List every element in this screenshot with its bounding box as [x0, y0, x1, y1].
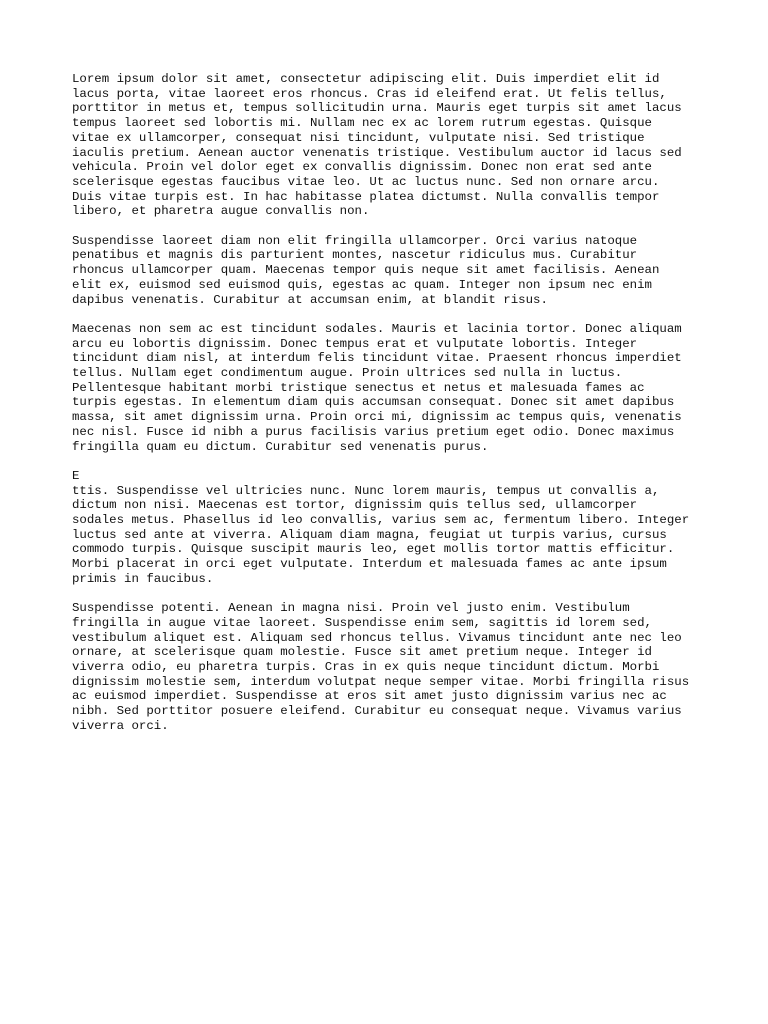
paragraph-3: Maecenas non sem ac est tincidunt sodales. Mauris et lacinia tortor. Donec aliquam arcu eu lobortis dignissim. Donec tempus erat et vulputate lobortis. Integer tincidunt diam nisl, at interdum felis tincidunt vitae. Praesent rhoncus imperdiet tellus. Nullam eget condimentum augue. Proin ultrices sed nulla in luctus. Pellentesque habitant morbi tristique senectus et netus et malesuada fames ac turpis egestas. In elementum diam quis accumsan consequat. Donec sit amet dapibus massa, sit amet dignissim urna. Proin orci mi, dignissim ac tempus quis, venenatis nec nisl. Fusce id nibh a purus facilisis varius pretium eget odio. Donec maximus fringilla quam eu dictum. Curabitur sed venenatis purus.	[72, 321, 682, 454]
paragraph-5: Suspendisse potenti. Aenean in magna nisi. Proin vel justo enim. Vestibulum fringilla in augue vitae laoreet. Suspendisse enim sem, sagittis id lorem sed, vestibulum aliquet est. Aliquam sed rhoncus tellus. Vivamus tincidunt ante nec leo ornare, at scelerisque quam molestie. Fusce sit amet pretium neque. Integer id viverra odio, eu pharetra turpis. Cras in ex quis neque tincidunt dictum. Morbi dignissim molestie sem, interdum volutpat neque semper vitae. Morbi fringilla risus ac euismod imperdiet. Suspendisse at eros sit amet justo dignissim varius nec ac nibh. Sed porttitor posuere eleifend. Curabitur eu consequat neque. Vivamus varius viverra orci.	[72, 601, 690, 733]
paragraph-2: Suspendisse laoreet diam non elit fringilla ullamcorper. Orci varius natoque penatibus et magnis dis parturient montes, nascetur ridiculus mus. Curabitur rhoncus ullamcorper quam. Maecenas tempor quis neque sit amet facilisis. Aenean elit ex, euismod sed euismod quis, egestas ac quam. Integer non ipsum nec enim dapibus venenatis. Curabitur at accumsan enim, at blandit risus.	[72, 233, 660, 307]
paragraph-4: E ttis. Suspendisse vel ultricies nunc. Nunc lorem mauris, tempus ut convallis a, dictum non nisi. Maecenas est tortor, dignissim quis tellus sed, ullamcorper sodales metus. Phasellus id leo convallis, varius sem ac, fermentum libero. Integer luctus sed ante at viverra. Aliquam diam magna, feugiat ut turpis varius, cursus commodo turpis. Quisque suscipit mauris leo, eget mollis tortor mattis efficitur. Morbi placerat in orci eget vulputate. Interdum et malesuada fames ac ante ipsum primis in faucibus.	[72, 468, 690, 586]
paragraph-1: Lorem ipsum dolor sit amet, consectetur adipiscing elit. Duis imperdiet elit id lacus porta, vitae laoreet eros rhoncus. Cras id eleifend erat. Ut felis tellus, porttitor in metus et, tempus sollicitudin urna. Mauris eget turpis sit amet lacus tempus laoreet sed lobortis mi. Nullam nec ex ac lorem rutrum egestas. Quisque vitae ex ullamcorper, consequat nisi tincidunt, vulputate nisi. Sed tristique iaculis pretium. Aenean auctor venenatis tristique. Vestibulum auctor id lacus sed vehicula. Proin vel dolor eget ex convallis dignissim. Donec non erat sed ante scelerisque egestas faucibus vitae leo. Ut ac luctus nunc. Sed non ornare arcu. Duis vitae turpis est. In hac habitasse platea dictumst. Nulla convallis tempor libero, et pharetra augue convallis non.	[72, 72, 682, 219]
document-page	[72, 72, 712, 748]
